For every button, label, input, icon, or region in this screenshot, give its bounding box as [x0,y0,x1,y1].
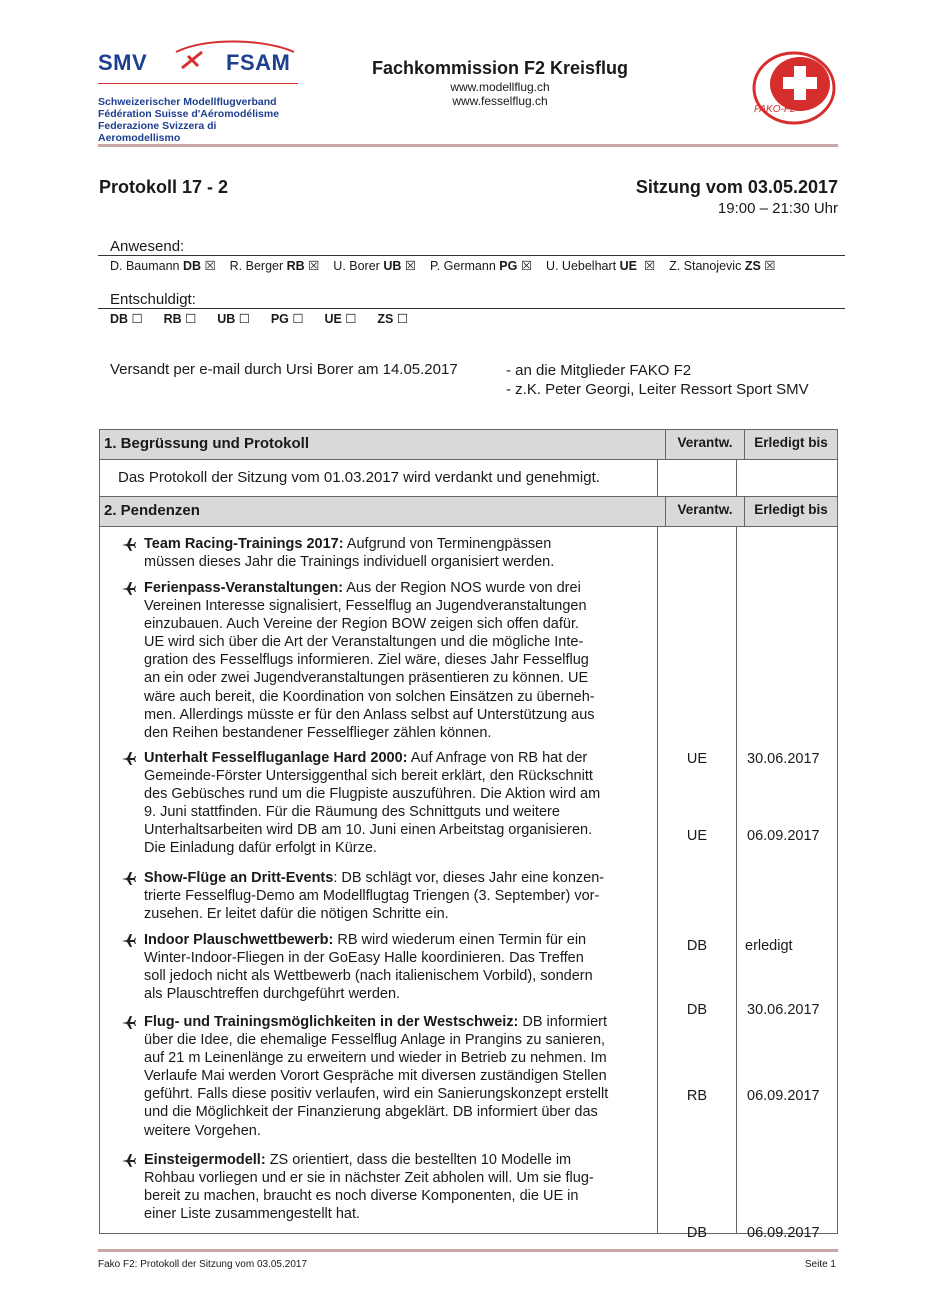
airplane-bullet-icon [120,1152,136,1168]
col-verantw-header: Verantw. [666,497,745,526]
anwesend-list [110,258,776,273]
fako-logo-text: FAKO-F2 [754,104,796,115]
pendenz-item: Einsteigermodell: ZS orientiert, dass die bestellten 10 Modelle im Rohbau vorliegen und er sie in nächster Zeit abholen will. Um sie flug- bereit zu machen, braucht es noch diverse Komponenten, die UE in einer Liste zusammengestellt hat. [120,1151,650,1223]
recipient-line: - z.K. Peter Georgi, Leiter Ressort Sport SMV [506,381,809,398]
checkbox-unchecked[interactable]: ☐ [292,312,304,326]
anwesend-rule [98,255,845,256]
protokoll-number: Protokoll 17 - 2 [99,177,229,197]
smv-fsam-logo [98,38,298,144]
attendee: D. Baumann DB ☒ [110,259,216,273]
erledigt-cell: erledigt [745,938,793,954]
sitzung-date: Sitzung vom 03.05.2017 [635,177,838,197]
erledigt-cell: 06.09.2017 [747,1088,820,1104]
pendenz-item: Indoor Plauschwettbewerb: RB wird wiederum einen Termin für ein Winter-Indoor-Fliegen in der GoEasy Halle koordinieren. Das Treffen soll jedoch nicht als Wettbewerb (nach italienischem Vorbild), sondern als Plauschtreffen durchgeführt werden. [120,931,650,1003]
checkbox-unchecked[interactable]: ☐ [185,312,197,326]
erledigt-cell: 06.09.2017 [747,1225,820,1241]
footer-divider [98,1249,838,1252]
footer-left: Fako F2: Protokoll der Sitzung vom 03.05.2017 [98,1259,308,1270]
verantw-cell: UE [686,828,708,844]
checkbox-checked[interactable]: ☒ [204,259,216,273]
erledigt-cell: 06.09.2017 [747,828,820,844]
checkbox-unchecked[interactable]: ☐ [345,312,357,326]
header-url-1: www.modellflug.ch [450,80,550,94]
header-title: Fachkommission F2 Kreisflug [371,58,629,78]
verantw-column [658,527,737,1241]
pendenzen-items [100,527,658,1233]
header-url-2: www.fesselflug.ch [452,94,548,108]
org-line-2: Fédération Suisse d'Aéromodélisme [98,108,280,120]
pendenz-item: Unterhalt Fesselfluganlage Hard 2000: Auf Anfrage von RB hat der Gemeinde-Förster Untersiggenthal sich bereit erklärt, den Rückschnitt des Gebüsches rund um die Flugpiste auszuführen. Die Aktion wird am 9. Juni stattfinden. Für die Räumung des Schnittguts und weitere Unterhaltsarbeiten wird DB am 10. Juni einen Arbeitstag organisieren. Die Einladung dafür erfolgt in Kürze. [120,749,650,858]
verantw-cell: DB [686,1002,708,1018]
entschuldigt-label: Entschuldigt: [110,291,196,308]
sitzung-time: 19:00 – 21:30 Uhr [717,200,838,217]
verantw-cell: RB [686,1088,708,1104]
recipients [506,361,809,399]
col-verantw-header: Verantw. [666,430,745,459]
fako-swiss-cross-icon [748,50,836,126]
erledigt-column [737,527,837,1241]
col-erledigt-header: Erledigt bis [754,435,828,450]
airplane-bullet-icon [120,932,136,948]
versandt-text: Versandt per e-mail durch Ursi Borer am 14.05.2017 [110,361,458,378]
checkbox-unchecked[interactable]: ☐ [131,312,143,326]
checkbox-checked[interactable]: ☒ [308,259,320,273]
checkbox-checked[interactable]: ☒ [764,259,776,273]
airplane-bullet-icon [120,1014,136,1030]
header-divider [98,144,838,147]
attendee: Z. Stanojevic ZS ☒ [669,259,776,273]
airplane-bullet-icon [120,750,136,766]
checkbox-unchecked[interactable]: ☐ [238,312,250,326]
verantw-cell: UE [686,751,708,767]
airplane-bullet-icon [120,536,136,552]
verantw-cell: DB [686,1225,708,1241]
entschuldigt-list: DB ☐ RB ☐ UB ☐ PG ☐ UE ☐ ZS ☐ [110,312,409,326]
section-1-header [100,430,837,460]
attendee: P. Germann PG ☒ [430,259,533,273]
checkbox-checked[interactable]: ☒ [404,259,417,273]
pendenz-item: Team Racing-Trainings 2017: Aufgrund von Terminengpässen müssen dieses Jahr die Trainings individuell organisiert werden. [120,535,650,571]
erledigt-cell: 30.06.2017 [747,1002,820,1018]
section-title: 2. Pendenzen [100,497,666,526]
minutes-table [99,429,838,1241]
anwesend-label: Anwesend: [110,238,185,255]
pendenz-item: Ferienpass-Veranstaltungen: Aus der Region NOS wurde von drei Vereinen Interesse signalisiert, Fesselflug an Jugendveranstaltungen einzubauen. Auch Vereine der Region BOW zeigen sich offen dafür. UE wird sich über die Art der Veranstaltungen und die mögliche Inte- gration des Fesselflugs informieren. Ziel wäre, dieses Jahr Fesselflug an ein oder zwei Jugendveranstaltungen präsentieren zu können. UE wäre auch bereit, die Koordination von solchen Einsätzen zu überneh- men. Allerdings müsste er für den Anlass selbst auf Unterstützung aus den Reihen bestandener Fesselflieger zählen können. [120,579,650,742]
pendenz-item: Flug- und Trainingsmöglichkeiten in der Westschweiz: DB informiert über die Idee, die ehemalige Fesselflug Anlage in Prangins zu sanieren, auf 21 m Leinenlänge zu erweitern und wieder in Betrieb zu nehmen. Im Verlaufe Mai werden Vorort Gespräche mit diversen zuständigen Stellen geführt. Falls diese positiv verlaufen, wird ein Sanierungskonzept erstellt und die Möglichkeit der Finanzierung abgeklärt. DB informiert über das weitere Vorgehen. [120,1013,650,1140]
entschuldigt-rule [98,308,845,309]
footer-page-number: Seite 1 [804,1259,836,1270]
section-title: 1. Begrüssung und Protokoll [100,430,666,459]
checkbox-checked[interactable]: ☒ [520,259,533,273]
airplane-bullet-icon [120,580,136,596]
checkbox-unchecked[interactable]: ☐ [396,312,409,326]
attendee: U. Uebelhart UE ☒ [545,259,656,273]
erledigt-cell: 30.06.2017 [747,751,820,767]
attendee: U. Borer UB ☒ [333,259,417,273]
verantw-cell: DB [686,938,708,954]
logo-smv-text: SMV [98,50,148,75]
col-erledigt-header: Erledigt bis [754,502,828,517]
section-2-header [100,497,837,527]
section-2-body [100,527,837,1241]
section-1-body [100,460,837,497]
pendenz-item: Show-Flüge an Dritt-Events: DB schlägt vor, dieses Jahr eine konzen- trierte Fesselflug-Demo am Modellflugtag Triengen (3. September) vor- zusehen. Er leitet dafür die nötigen Schritte ein. [120,869,650,923]
recipient-line: - an die Mitglieder FAKO F2 [506,362,692,379]
logo-fsam-text: FSAM [226,50,291,75]
org-line-3: Federazione Svizzera di Aeromodellismo [98,120,217,144]
attendee: R. Berger RB ☒ [229,259,320,273]
org-line-1: Schweizerischer Modellflugverband [98,96,277,108]
airplane-bullet-icon [120,870,136,886]
checkbox-checked[interactable]: ☒ [643,259,656,273]
fako-logo [748,50,836,126]
section-1-text: Das Protokoll der Sitzung vom 01.03.2017 wird verdankt und genehmigt. [118,469,600,486]
